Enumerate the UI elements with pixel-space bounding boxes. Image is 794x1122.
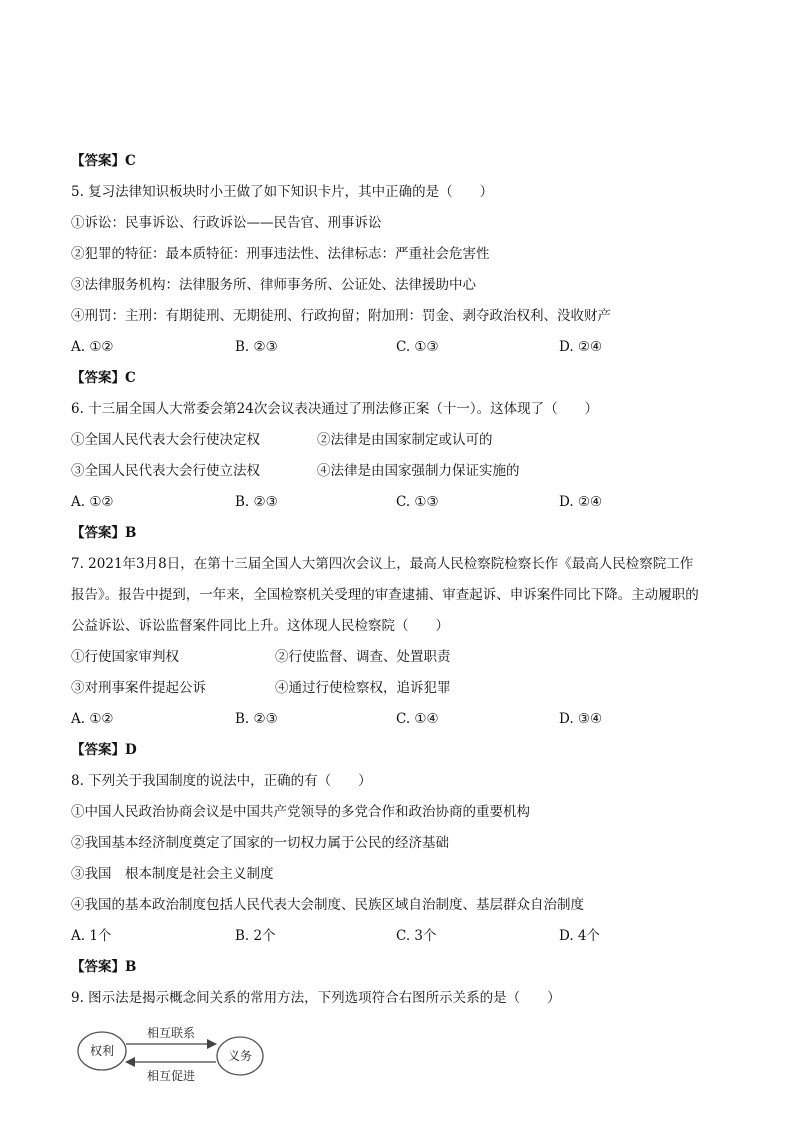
q6-stem: 6. 十三届全国人大常委会第24次会议表决通过了刑法修正案（十一）。这体现了（ ） [71,401,599,417]
q6-option-a[interactable]: A. ①② [71,494,114,510]
q5-option-b[interactable]: B. ②③ [235,339,278,355]
q6-items-row-1 [71,430,671,450]
q7-items-row-2 [71,678,671,698]
q7-item-1: ①行使国家审判权 [71,649,179,665]
q6-option-b[interactable]: B. ②③ [235,494,278,510]
answer-q8: 【答案】B [71,959,137,975]
answer-q5: 【答案】C [71,370,136,386]
q7-option-c[interactable]: C. ①④ [396,711,439,727]
q8-stem: 8. 下列关于我国制度的说法中，正确的有（ ） [71,773,372,789]
q5-item-3: ③法律服务机构：法律服务所、律师事务所、公证处、法律援助中心 [71,277,476,293]
q7-items-row-1 [71,647,671,667]
q7-option-b[interactable]: B. ②③ [235,711,278,727]
q6-items-row-2 [71,461,671,481]
q8-options [71,926,711,946]
diagram-svg [76,1020,266,1090]
q6-item-4: ④法律是由国家强制力保证实施的 [317,463,520,479]
q8-option-d[interactable]: D. 4个 [559,928,601,944]
rights-label: 权利 [89,1044,115,1058]
q7-item-3: ③对刑事案件提起公诉 [71,680,206,696]
bottom-arrow-head [125,1057,135,1067]
q5-option-d[interactable]: D. ②④ [559,339,603,355]
q8-item-2: ②我国基本经济制度奠定了国家的一切权力属于公民的经济基础 [71,835,449,851]
q7-item-2: ②行使监督、调查、处置职责 [275,649,451,665]
q5-stem: 5. 复习法律知识板块时小王做了如下知识卡片，其中正确的是（ ） [71,184,494,200]
q6-item-1: ①全国人民代表大会行使决定权 [71,432,260,448]
q5-item-2: ②犯罪的特征：最本质特征：刑事违法性、法律标志：严重社会危害性 [71,246,490,262]
q8-option-c[interactable]: C. 3个 [396,928,437,944]
answer-q7: 【答案】D [71,742,137,758]
q6-item-2: ②法律是由国家制定或认可的 [317,432,493,448]
q6-option-c[interactable]: C. ①③ [396,494,439,510]
q6-item-3: ③全国人民代表大会行使立法权 [71,463,260,479]
q5-option-a[interactable]: A. ①② [71,339,114,355]
rights-duties-diagram [76,1020,266,1090]
q5-item-4: ④刑罚：主刑：有期徒刑、无期徒刑、行政拘留；附加刑：罚金、剥夺政治权利、没收财产 [71,308,611,324]
q8-item-3: ③我国 根本制度是社会主义制度 [71,866,274,882]
q6-option-d[interactable]: D. ②④ [559,494,603,510]
duties-label: 义务 [227,1049,253,1063]
q9-stem: 9. 图示法是揭示概念间关系的常用方法，下列选项符合右图所示关系的是（ ） [71,990,561,1006]
q5-item-1: ①诉讼：民事诉讼、行政诉讼——民告官、刑事诉讼 [71,215,382,231]
q8-item-1: ①中国人民政治协商会议是中国共产党领导的多党合作和政治协商的重要机构 [71,804,530,820]
answer-q6: 【答案】B [71,525,137,541]
q7-stem-line-1: 7. 2021年3月8日，在第十三届全国人大第四次会议上，最高人民检察院检察长作《最高人民检察院工作 [71,556,694,572]
q7-options [71,709,711,729]
top-arrow-label: 相互联系 [146,1026,196,1040]
q8-item-4: ④我国的基本政治制度包括人民代表大会制度、民族区域自治制度、基层群众自治制度 [71,897,584,913]
q7-option-a[interactable]: A. ①② [71,711,114,727]
top-arrow-head [207,1039,217,1049]
q7-stem-line-3: 公益诉讼、诉讼监督案件同比上升。这体现人民检察院（ ） [71,618,449,634]
answer-q4: 【答案】C [71,153,136,169]
q5-option-c[interactable]: C. ①③ [396,339,439,355]
bottom-arrow-label: 相互促进 [146,1069,196,1083]
q7-option-d[interactable]: D. ③④ [559,711,603,727]
q5-options [71,337,711,357]
q8-option-b[interactable]: B. 2个 [235,928,276,944]
q7-stem-line-2: 报告》。报告中提到，一年来，全国检察机关受理的审查逮捕、审查起诉、申诉案件同比下降。主动履职的 [71,587,699,603]
q6-options [71,492,711,512]
q8-option-a[interactable]: A. 1个 [71,928,112,944]
q7-item-4: ④通过行使检察权，追诉犯罪 [275,680,451,696]
